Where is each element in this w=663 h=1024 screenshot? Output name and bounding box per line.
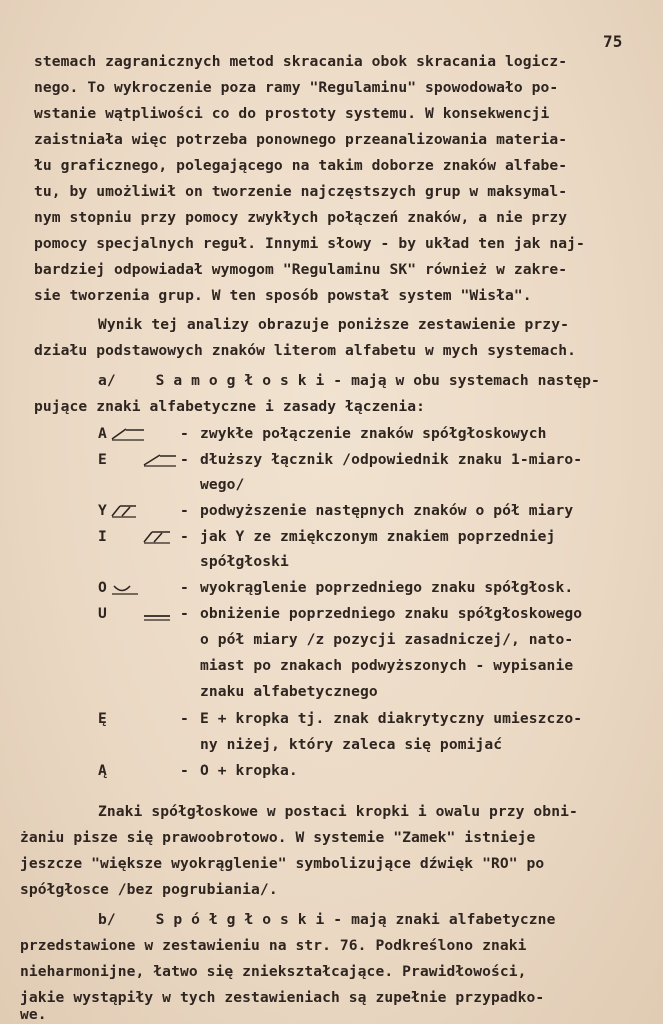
vowel-letter-i: I xyxy=(98,528,107,545)
vowel-letter-e: E xyxy=(98,451,107,468)
p2-line-1: Wynik tej analizy obrazuje poniższe zestawienie przy- xyxy=(98,316,569,333)
vowel-dash-o: - xyxy=(180,579,189,596)
section-b-intro xyxy=(98,911,555,929)
vowel-desc-e-2: wego/ xyxy=(200,476,245,493)
vowel-desc-u-4: znaku alfabetycznego xyxy=(200,683,378,700)
p1-line-2: nego. To wykroczenie poza ramy "Regulaminu" spowodowało po- xyxy=(34,79,559,96)
p1-line-1: stemach zagranicznych metod skracania obok skracania logicz- xyxy=(34,53,568,70)
p1-line-6: tu, by umożliwił on tworzenie najczęstszych grup w maksymal- xyxy=(34,183,568,200)
vowel-desc-a-ogonek-1: O + kropka. xyxy=(200,762,298,779)
vowel-letter-y: Y xyxy=(98,502,107,519)
vowel-letter-u: U xyxy=(98,605,107,622)
p1-line-5: łu graficznego, polegającego na takim doborze znaków alfabe- xyxy=(34,157,568,174)
vowel-letter-a: A xyxy=(98,425,107,442)
section-a-intro xyxy=(98,372,600,390)
section-a-title: S a m o g ł o s k i xyxy=(155,372,325,389)
p1-line-10: sie tworzenia grup. W ten sposób powstał system "Wisła". xyxy=(34,287,532,304)
e-icon xyxy=(140,451,180,469)
section-a-intro-rest: - mają w obu systemach następ- xyxy=(333,372,600,389)
p4-line-1: przedstawione w zestawieniu na str. 76. Podkreślono znaki xyxy=(20,937,527,954)
i-icon xyxy=(140,528,174,546)
vowel-letter-o: O xyxy=(98,579,107,596)
vowel-desc-e-ogonek-2: ny niżej, który zaleca się pomijać xyxy=(200,736,503,753)
p1-line-9: bardziej odpowiadał wymogom "Regulaminu SK" również w zakre- xyxy=(34,261,568,278)
vowel-desc-o-1: wyokrąglenie poprzedniego znaku spółgłosk. xyxy=(200,579,574,596)
vowel-dash-a: - xyxy=(180,425,189,442)
p1-line-4: zaistniała więc potrzeba ponownego przeanalizowania materia- xyxy=(34,131,568,148)
p4-line-3: jakie wystąpiły w tych zestawieniach są zupełnie przypadko- xyxy=(20,989,545,1006)
vowel-dash-a-ogonek: - xyxy=(180,762,189,779)
p1-line-3: wstanie wątpliwości co do prostoty systemu. W konsekwencji xyxy=(34,105,550,122)
a-icon xyxy=(108,425,148,443)
p3-line-1: Znaki spółgłoskowe w postaci kropki i owalu przy obni- xyxy=(98,803,578,820)
vowel-desc-e-ogonek-1: E + kropka tj. znak diakrytyczny umieszczo- xyxy=(200,710,583,727)
p3-line-4: spółgłosce /bez pogrubiania/. xyxy=(20,881,278,898)
vowel-dash-u: - xyxy=(180,605,189,622)
p1-line-8: pomocy specjalnych reguł. Innymi słowy - by układ ten jak naj- xyxy=(34,235,585,252)
vowel-letter-e-ogonek: Ę xyxy=(98,710,107,727)
u-icon xyxy=(140,605,176,623)
vowel-dash-y: - xyxy=(180,502,189,519)
vowel-dash-e-ogonek: - xyxy=(180,710,189,727)
section-b-marker: b/ xyxy=(98,911,116,928)
vowel-dash-i: - xyxy=(180,528,189,545)
p4-line-2: nieharmonijne, łatwo się zniekształcające. Prawidłowości, xyxy=(20,963,527,980)
section-b-intro-rest: - mają znaki alfabetyczne xyxy=(333,911,556,928)
vowel-desc-i-1: jak Y ze zmiękczonym znakiem poprzedniej xyxy=(200,528,556,545)
section-a-marker: a/ xyxy=(98,372,116,389)
p3-line-2: żaniu pisze się prawoobrotowo. W systemie "Zamek" istnieje xyxy=(20,829,536,846)
vowel-desc-a-1: zwykłe połączenie znaków spółgłoskowych xyxy=(200,425,547,442)
y-icon xyxy=(108,502,140,520)
p1-line-7: nym stopniu przy pomocy zwykłych połączeń znaków, a nie przy xyxy=(34,209,568,226)
vowel-desc-u-3: miast po znakach podwyższonych - wypisanie xyxy=(200,657,574,674)
vowel-dash-e: - xyxy=(180,451,189,468)
vowel-letter-a-ogonek: Ą xyxy=(98,762,107,779)
vowel-desc-e-1: dłuższy łącznik /odpowiednik znaku 1-miaro- xyxy=(200,451,583,468)
p2-line-2: działu podstawowych znaków literom alfabetu w mych systemach. xyxy=(34,342,577,359)
vowel-desc-i-2: spółgłoski xyxy=(200,553,289,570)
vowel-desc-y-1: podwyższenie następnych znaków o pół miary xyxy=(200,502,574,519)
page-number: 75 xyxy=(603,32,623,51)
vowel-desc-u-1: obniżenie poprzedniego znaku spółgłoskowego xyxy=(200,605,583,622)
vowel-desc-u-2: o pół miary /z pozycji zasadniczej/, nato- xyxy=(200,631,574,648)
p4-line-4: we. xyxy=(20,1006,47,1023)
section-b-title: S p ó ł g ł o s k i xyxy=(155,911,325,928)
section-a-intro-line-2: pujące znaki alfabetyczne i zasady łączenia: xyxy=(34,398,425,415)
p3-line-3: jeszcze "większe wyokrąglenie" symbolizujące dźwięk "RO" po xyxy=(20,855,545,872)
o-icon xyxy=(108,579,142,597)
